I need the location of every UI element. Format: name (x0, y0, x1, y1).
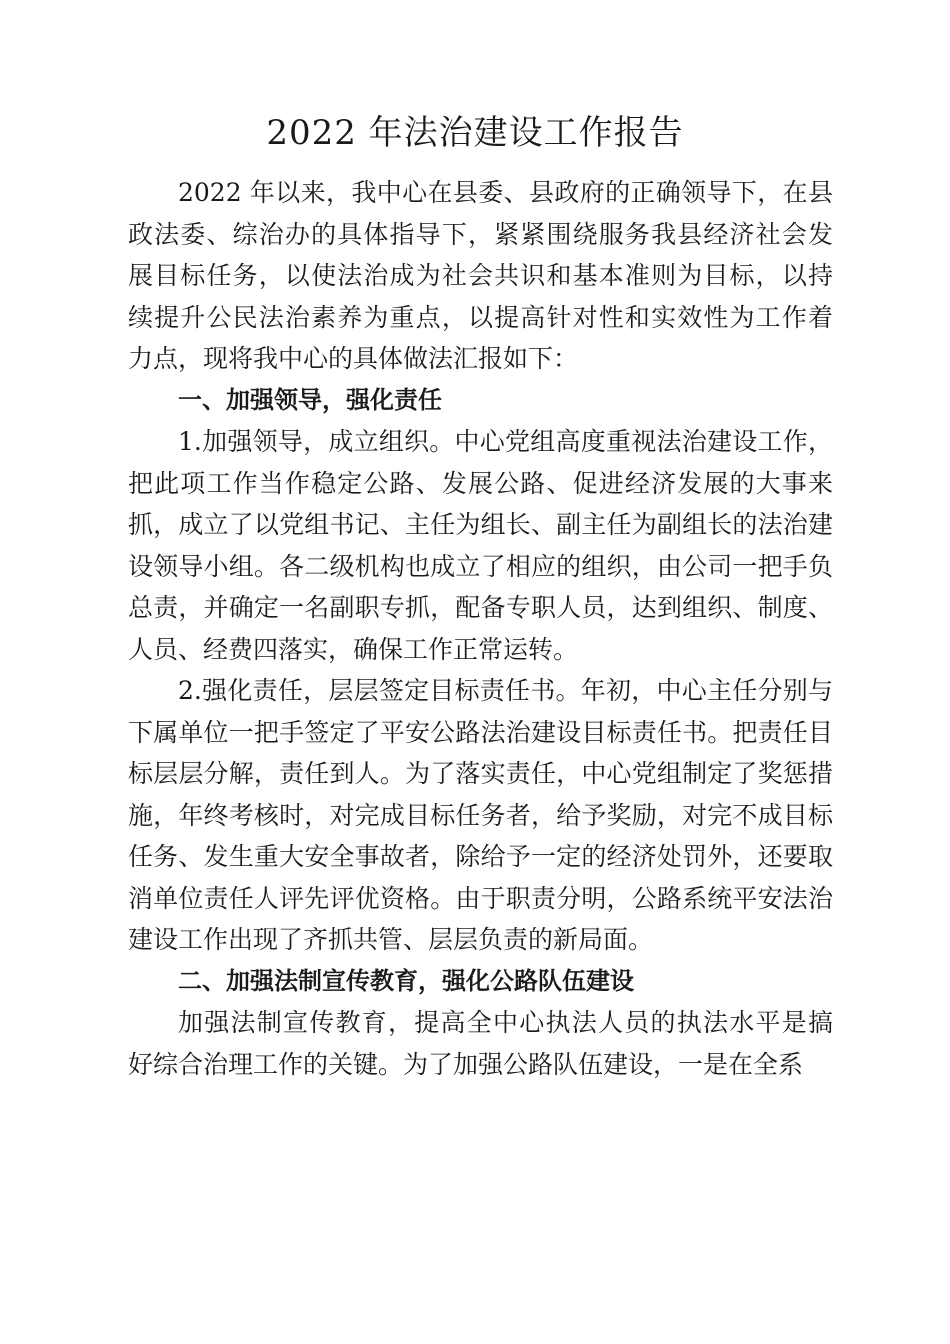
paragraph-2-1: 加强法制宣传教育，提高全中心执法人员的执法水平是搞 好综合治理工作的关键。为了加强公路队伍建设，一是在全系 (128, 1008, 833, 1079)
section-heading-1: 一、加强领导，强化责任 (178, 385, 442, 414)
paragraph-intro: 2022 年以来，我中心在县委、县政府的正确领导下，在县政法委、综治办的具体指导下，紧紧围绕服务我县经济社会发 展目标任务，以使法治成为社会共识和基本准则为目标，以持 续提升公民法治素养为重点，以提高针对性和实效性为工作着 力点，现将我中心的具体做法汇报如下： (128, 178, 833, 373)
document-title: 2022 年法治建设工作报告 (266, 112, 684, 153)
paragraph-1-2: 2.强化责任，层层签定目标责任书。年初，中心主任分别与下属单位一把手签定了平安公路法治建设目标责任书。把责任目标层层分解，责任到人。为了落实责任，中心党组制定了奖惩措施，年终考核时，对完成目标任务者，给予奖励，对完不成目标任务、发生重大安全事故者，除给予一定的经济处罚外，还要取消单位责任人评先评优资格。由于职责分明，公路系统平安法治建设工作出现了齐抓共管、层层负责的新局面。 (128, 676, 833, 954)
document-body (128, 172, 833, 1085)
paragraph-1-1: 1.加强领导，成立组织。中心党组高度重视法治建设工作， 把此项工作当作稳定公路、发展公路、促进经济发展的大事来抓，成立了以党组书记、主任为组长、副主任为副组长的法治建设领导小组。各二级机构也成立了相应的组织，由公司一把手负总责，并确定一名副职专抓，配备专职人员，达到组织、制度、人员、经费四落实，确保工作正常运转。 (128, 427, 833, 664)
section-heading-2: 二、加强法制宣传教育，强化公路队伍建设 (178, 966, 634, 995)
